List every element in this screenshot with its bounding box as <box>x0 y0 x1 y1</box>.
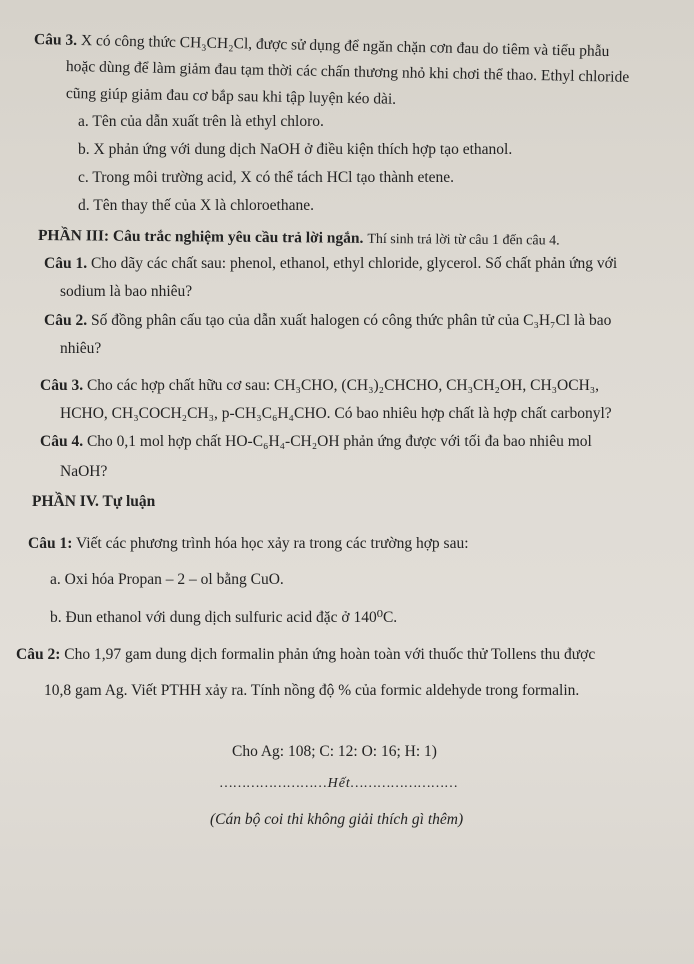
part4-q1-a: a. Oxi hóa Propan – 2 – ol bằng CuO. <box>50 571 284 588</box>
part4-title: PHẦN IV. Tự luận <box>32 493 156 510</box>
part2-q3-line2: hoặc dùng để làm giảm đau tạm thời các chấn thương nhỏ khi chơi thể thao. Ethyl chloride <box>65 58 630 86</box>
part4-q2-line1: Câu 2: Cho 1,97 gam dung dịch formalin phản ứng hoàn toàn với thuốc thử Tollens thu được <box>16 646 596 663</box>
atomic-masses: Cho Ag: 108; C: 12: O: 16; H: 1) <box>232 743 437 760</box>
part2-q3-option-c: c. Trong môi trường acid, X có thể tách HCl tạo thành etene. <box>78 169 455 186</box>
part2-q3-option-d: d. Tên thay thế của X là chloroethane. <box>78 197 314 214</box>
part3-q4-line1: Câu 4. Cho 0,1 mol hợp chất HO-C₆H₄-CH₂OH phản ứng được với tối đa bao nhiêu mol <box>40 433 592 450</box>
part4-q2-line2: 10,8 gam Ag. Viết PTHH xảy ra. Tính nồng độ % của formic aldehyde trong formalin. <box>44 682 580 699</box>
part3-q2-line2: nhiêu? <box>60 340 102 357</box>
proctor-note: (Cán bộ coi thi không giải thích gì thêm) <box>210 811 464 828</box>
end-marker: ……………………Hết…………………… <box>220 776 459 791</box>
part2-q3-option-a: a. Tên của dẫn xuất trên là ethyl chloro. <box>78 113 324 130</box>
part3-q1-line1: Câu 1. Cho dãy các chất sau: phenol, ethanol, ethyl chloride, glycerol. Số chất phản ứng với <box>44 255 618 272</box>
part3-q1-line2: sodium là bao nhiêu? <box>60 283 193 300</box>
part2-q3-line1: Câu 3. X có công thức CH₃CH₂Cl, được sử dụng để ngăn chặn cơn đau do tiêm và tiểu phẫu <box>33 31 610 61</box>
part3-q4-line2: NaOH? <box>60 463 108 480</box>
part3-q3-line2: HCHO, CH₃COCH₂CH₃, p-CH₃C₆H₄CHO. Có bao nhiêu hợp chất là hợp chất carbonyl? <box>60 405 612 422</box>
part4-q1: Câu 1: Viết các phương trình hóa học xảy ra trong các trường hợp sau: <box>28 535 469 552</box>
section-instructions: Thí sinh trả lời từ câu 1 đến câu 4. <box>367 231 560 249</box>
part3-q2-line1: Câu 2. Số đồng phân cấu tạo của dẫn xuất halogen có công thức phân tử của C₃H₇Cl là bao <box>44 312 612 329</box>
part3-q3-line1: Câu 3. Cho các hợp chất hữu cơ sau: CH₃CHO, (CH₃)₂CHCHO, CH₃CH₂OH, CH₃OCH₃, <box>40 377 600 394</box>
part2-q3-line3: cũng giúp giảm đau cơ bắp sau khi tập luyện kéo dài. <box>65 85 397 108</box>
section-title: PHẦN III: Câu trắc nghiệm yêu cầu trả lời ngắn. <box>37 227 364 247</box>
question-number: Câu 3. <box>33 31 78 49</box>
part3-heading <box>38 226 560 252</box>
part4-q1-b: b. Đun ethanol với dung dịch sulfuric acid đặc ở 140⁰C. <box>50 609 398 626</box>
part2-q3-option-b: b. X phản ứng với dung dịch NaOH ở điều kiện thích hợp tạo ethanol. <box>78 141 513 158</box>
